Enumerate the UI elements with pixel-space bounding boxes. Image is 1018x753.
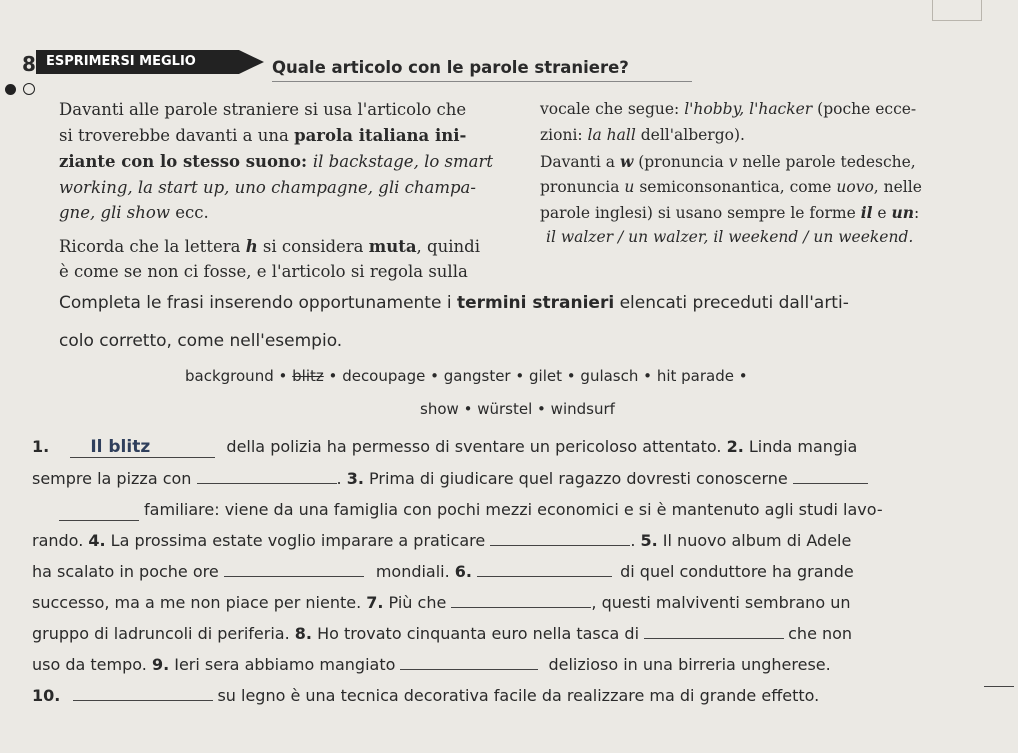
theory-left-line-5: gne, gli show ecc. <box>59 203 209 222</box>
word-decoupage: decoupage <box>342 367 426 385</box>
blank-5[interactable] <box>224 575 364 577</box>
word-gangster: gangster <box>443 367 511 385</box>
audio-dots-icon <box>5 80 35 99</box>
theory-right-line-2: zioni: la hall dell'albergo). <box>540 126 745 144</box>
blank-6[interactable] <box>477 575 612 577</box>
theory-left-line-7: è come se non ci fosse, e l'articolo si regola sulla <box>59 262 468 281</box>
theory-left-line-3: ziante con lo stesso suono: il backstage, lo smart <box>59 152 493 171</box>
word-hit-parade: hit parade <box>656 367 734 385</box>
word-gulasch: gulasch <box>580 367 639 385</box>
exercise-line-2: sempre la pizza con . 3. Prima di giudicare quel ragazzo dovresti conoscerne <box>32 469 868 488</box>
blank-3-continued[interactable] <box>59 520 139 521</box>
exercise-question: Quale articolo con le parole straniere? <box>272 58 629 77</box>
blank-8[interactable] <box>644 637 784 639</box>
exercise-line-5: ha scalato in poche ore mondiali. 6. di quel conduttore ha grande <box>32 562 854 581</box>
theory-right-line-3: Davanti a w (pronuncia v nelle parole tedesche, <box>540 152 916 171</box>
word-blitz: blitz <box>292 367 324 385</box>
blank-3[interactable] <box>793 482 868 484</box>
word-show: show <box>420 400 459 418</box>
exercise-line-6: successo, ma a me non piace per niente. 7. Più che , questi malviventi sembrano un <box>32 593 851 612</box>
instruction-line-2: colo corretto, come nell'esempio. <box>59 331 343 351</box>
trailing-line <box>984 686 1014 687</box>
theory-left-line-6: Ricorda che la lettera h si considera muta, quindi <box>59 237 480 256</box>
section-badge-label: ESPRIMERSI MEGLIO <box>46 54 196 69</box>
title-underline <box>272 81 692 82</box>
theory-left-line-1: Davanti alle parole straniere si usa l'articolo che <box>59 100 467 119</box>
exercise-number: 8 <box>22 52 36 76</box>
instruction-line-1: Completa le frasi inserendo opportunamente i termini stranieri elencati preceduti dall'arti- <box>59 293 849 313</box>
exercise-line-7: gruppo di ladruncoli di periferia. 8. Ho trovato cinquanta euro nella tasca di che non <box>32 624 853 643</box>
theory-right-line-5: parole inglesi) si usano sempre le forme il e un: <box>540 203 920 222</box>
word-background: background <box>185 367 274 385</box>
word-windsurf: windsurf <box>550 400 615 418</box>
word-bank-line-1: background • blitz • decoupage • gangster • gilet • gulasch • hit parade • <box>185 367 748 385</box>
blank-4[interactable] <box>490 544 630 546</box>
exercise-line-4: rando. 4. La prossima estate voglio imparare a praticare . 5. Il nuovo album di Adele <box>32 531 852 550</box>
exercise-line-3: familiare: viene da una famiglia con pochi mezzi economici e si è mantenuto agli studi lavo- <box>144 500 883 519</box>
word-gilet: gilet <box>529 367 562 385</box>
blank-7[interactable] <box>451 606 591 608</box>
word-bank-line-2: show • würstel • windsurf <box>420 400 615 418</box>
blank-10[interactable] <box>73 699 213 701</box>
theory-right-line-4: pronuncia u semiconsonantica, come uovo, nelle <box>540 178 922 196</box>
theory-left-line-4: working, la start up, uno champagne, gli champa- <box>59 178 476 197</box>
blank-2[interactable] <box>197 482 337 484</box>
theory-right-line-1: vocale che segue: l'hobby, l'hacker (poche ecce- <box>540 100 917 118</box>
word-wurstel: würstel <box>477 400 533 418</box>
exercise-line-1: 1. Il blitz della polizia ha permesso di sventare un pericoloso attentato. 2. Linda mangia <box>32 437 858 457</box>
exercise-line-8: uso da tempo. 9. Ieri sera abbiamo mangiato delizioso in una birreria ungherese. <box>32 655 831 674</box>
theory-right-line-6: il walzer / un walzer, il weekend / un weekend. <box>546 228 914 246</box>
exercise-line-9: 10. su legno è una tecnica decorativa facile da realizzare ma di grande effetto. <box>32 686 820 705</box>
theory-left-line-2: si troverebbe davanti a una parola italiana ini- <box>59 126 467 145</box>
page-corner-decoration <box>932 0 982 21</box>
blank-9[interactable] <box>400 668 538 670</box>
example-answer: Il blitz <box>70 437 215 458</box>
